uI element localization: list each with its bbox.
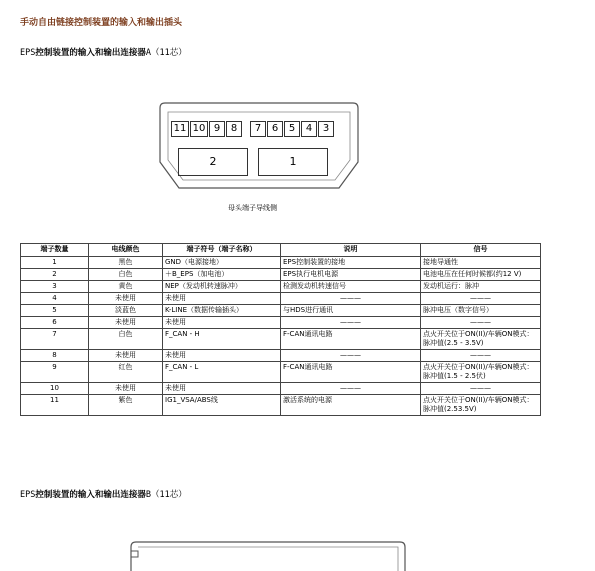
cell-terminal: 4	[21, 293, 89, 305]
section-b-title	[20, 488, 187, 500]
cell-signal: 点火开关位于ON(II)/车辆ON模式：脉冲值(2.53.5V)	[421, 395, 541, 416]
pin-10: 10	[190, 121, 208, 137]
cell-description: F-CAN通讯电路	[281, 329, 421, 350]
pin-4: 4	[301, 121, 317, 137]
cell-description: 与HDS进行通讯	[281, 305, 421, 317]
cell-color: 紫色	[89, 395, 163, 416]
cell-color: 淡蓝色	[89, 305, 163, 317]
cell-signal: 电池电压在任何时候都(约12 V)	[421, 269, 541, 281]
cell-description: 激活系统的电源	[281, 395, 421, 416]
table-row	[21, 257, 541, 269]
connector-a-pins-left	[171, 121, 243, 137]
cell-description: ———	[281, 383, 421, 395]
section-a-text: 控制装置的输入和输出连接器	[35, 48, 146, 58]
cell-signal: ———	[421, 350, 541, 362]
cell-symbol: K-LINE（数据传输插头）	[163, 305, 281, 317]
cell-description: 检测发动机转速信号	[281, 281, 421, 293]
cell-signal: 点火开关位于ON(II)/车辆ON模式：脉冲值(2.5 - 3.5V)	[421, 329, 541, 350]
cell-color: 未使用	[89, 293, 163, 305]
cell-color: 黄色	[89, 281, 163, 293]
cell-symbol: GND（电源接地）	[163, 257, 281, 269]
cell-description: F-CAN通讯电路	[281, 362, 421, 383]
cell-color: 白色	[89, 329, 163, 350]
pin-5: 5	[284, 121, 300, 137]
connector-a-pins-right	[250, 121, 335, 137]
connector-b-outline	[130, 541, 406, 571]
header-signal: 信号	[421, 244, 541, 257]
table-row	[21, 293, 541, 305]
cell-symbol: ＋B_EPS（加电池）	[163, 269, 281, 281]
cell-color: 未使用	[89, 317, 163, 329]
pin-8: 8	[226, 121, 242, 137]
header-terminal-count: 端子数量	[21, 244, 89, 257]
connector-a-caption: 母头端子导线侧	[228, 204, 277, 212]
pin-3: 3	[318, 121, 334, 137]
cell-description: ———	[281, 293, 421, 305]
table-row	[21, 362, 541, 383]
cell-symbol: F_CAN - H	[163, 329, 281, 350]
pin-11: 11	[171, 121, 189, 137]
cell-color: 白色	[89, 269, 163, 281]
table-row	[21, 350, 541, 362]
header-wire-color: 电线颜色	[89, 244, 163, 257]
header-terminal-symbol: 端子符号（端子名称）	[163, 244, 281, 257]
cell-symbol: NEP（发动机转速脉冲）	[163, 281, 281, 293]
cell-terminal: 7	[21, 329, 89, 350]
pin-6: 6	[267, 121, 283, 137]
cell-symbol: 未使用	[163, 350, 281, 362]
table-row	[21, 329, 541, 350]
pin-2: 2	[178, 148, 248, 176]
cell-terminal: 3	[21, 281, 89, 293]
cell-terminal: 8	[21, 350, 89, 362]
cell-symbol: 未使用	[163, 293, 281, 305]
cell-color: 黑色	[89, 257, 163, 269]
page-title: 手动自由链接控制装置的输入和输出插头	[20, 18, 183, 28]
cell-terminal: 10	[21, 383, 89, 395]
table-row	[21, 317, 541, 329]
cell-description: ———	[281, 350, 421, 362]
cell-symbol: F_CAN - L	[163, 362, 281, 383]
cell-color: 未使用	[89, 350, 163, 362]
cell-signal: 接地导通性	[421, 257, 541, 269]
pin-7: 7	[250, 121, 266, 137]
cell-signal: 点火开关位于ON(II)/车辆ON模式：脉冲值(1.5 - 2.5伏)	[421, 362, 541, 383]
cell-terminal: 11	[21, 395, 89, 416]
pin-9: 9	[209, 121, 225, 137]
cell-terminal: 5	[21, 305, 89, 317]
table-row	[21, 383, 541, 395]
table-row	[21, 305, 541, 317]
section-b-text: 控制装置的输入和输出连接器	[35, 490, 146, 500]
cell-signal: ———	[421, 293, 541, 305]
table-row	[21, 395, 541, 416]
cell-color: 未使用	[89, 383, 163, 395]
cell-symbol: 未使用	[163, 317, 281, 329]
section-a-prefix: EPS	[20, 48, 36, 58]
cell-signal: ———	[421, 383, 541, 395]
section-b-suffix: B（11芯）	[145, 490, 187, 500]
cell-description: EPS控制装置的接地	[281, 257, 421, 269]
cell-signal: 脉冲电压（数字信号）	[421, 305, 541, 317]
table-header-row	[21, 244, 541, 257]
section-b-prefix: EPS	[20, 490, 36, 500]
pin-1: 1	[258, 148, 328, 176]
cell-color: 红色	[89, 362, 163, 383]
header-description: 说明	[281, 244, 421, 257]
cell-symbol: IG1_VSA/ABS线	[163, 395, 281, 416]
section-a-title	[20, 46, 187, 58]
cell-terminal: 2	[21, 269, 89, 281]
pin-table	[20, 243, 541, 416]
cell-terminal: 6	[21, 317, 89, 329]
section-a-suffix: A（11芯）	[145, 48, 187, 58]
table-row	[21, 269, 541, 281]
table-row	[21, 281, 541, 293]
cell-signal: 发动机运行：脉冲	[421, 281, 541, 293]
cell-symbol: 未使用	[163, 383, 281, 395]
cell-terminal: 9	[21, 362, 89, 383]
cell-terminal: 1	[21, 257, 89, 269]
cell-description: EPS执行电机电源	[281, 269, 421, 281]
cell-description: ———	[281, 317, 421, 329]
cell-signal: ———	[421, 317, 541, 329]
